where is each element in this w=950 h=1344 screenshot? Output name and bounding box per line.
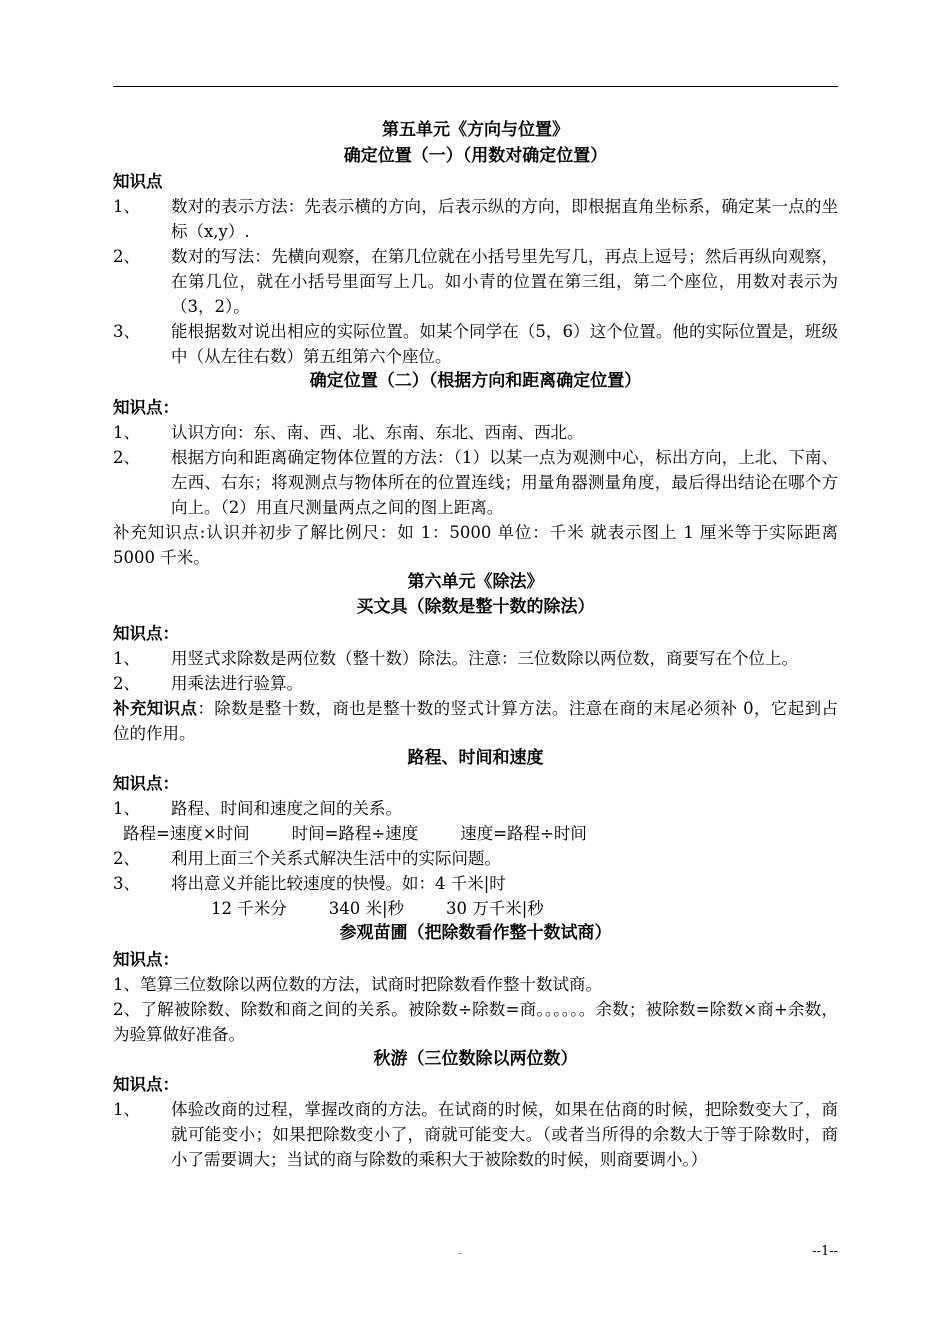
- page-number: --1--: [812, 1244, 838, 1259]
- item-number: 1、: [113, 799, 140, 818]
- list-item: [113, 871, 838, 896]
- paragraph: 2、了解被除数、除数和商之间的关系。被除数÷除数=商。。。。。。余数；被除数=除数×商+余数，为验算做好准备。: [113, 999, 838, 1044]
- list-item: [113, 846, 838, 871]
- item-number: 1、: [113, 1100, 140, 1119]
- list-item: [113, 194, 838, 244]
- speed-examples: 12 千米分 340 米|秒 30 万千米|秒: [211, 899, 544, 918]
- item-text: 数对的表示方法：先表示横的方向，后表示纵的方向，即根据直角坐标系，确定某一点的坐标（x,y）.: [171, 197, 838, 241]
- item-text: 用竖式求除数是两位数（整十数）除法。注意：三位数除以两位数，商要写在个位上。: [171, 648, 798, 668]
- item-number: 2、: [113, 247, 140, 266]
- formula-line: 路程=速度×时间 时间=路程÷速度 速度=路程÷时间: [123, 824, 587, 843]
- document-body: [113, 118, 838, 1172]
- item-number: 2、: [113, 849, 140, 868]
- unit5-title: 第五单元《方向与位置》: [382, 120, 569, 140]
- list-item: [113, 1097, 838, 1172]
- section-title: 路程、时间和速度: [407, 747, 544, 768]
- item-text: 根据方向和距离确定物体位置的方法：（1）以某一点为观测中心，标出方向，上北、下南、左西、右东；将观测点与物体所在的位置连线；用量角器测量角度，最后得出结论在哪个方向上。（2）用直尺测量两点之间的图上距离。: [171, 447, 838, 517]
- item-number: 3、: [113, 874, 140, 893]
- paragraph: 1、笔算三位数除以两位数的方法，试商时把除数看作整十数试商。: [113, 974, 602, 994]
- knowledge-label: 知识点：: [113, 397, 179, 417]
- section-title: 确定位置（二）（根据方向和距离确定位置）: [309, 371, 642, 391]
- header-rule: [113, 86, 838, 87]
- list-item: [113, 671, 838, 696]
- item-text: 认识方向：东、南、西、北、东南、东北、西南、西北。: [171, 422, 584, 442]
- knowledge-label: 知识点：: [113, 623, 179, 643]
- item-number: 1、: [113, 422, 140, 442]
- item-number: 2、: [113, 673, 140, 693]
- item-number: 1、: [113, 648, 140, 668]
- item-text: 利用上面三个关系式解决生活中的实际问题。: [171, 849, 501, 868]
- supplement-paragraph: [113, 696, 838, 746]
- section-title: 参观苗圃（把除数看作整十数试商）: [339, 923, 612, 943]
- supplement-text: ：除数是整十数，商也是整十数的竖式计算方法。注意在商的末尾必须补 0，它起到占位的作用。: [113, 698, 838, 743]
- item-text: 路程、时间和速度之间的关系。: [171, 799, 402, 818]
- list-item: [113, 796, 838, 821]
- section-title: 买文具（除数是整十数的除法）: [356, 597, 595, 617]
- item-text: 数对的写法：先横向观察，在第几位就在小括号里先写几，再点上逗号；然后再纵向观察，在第几位，就在小括号里面写上几。如小青的位置在第三组，第二个座位，用数对表示为（3，2）。: [171, 247, 838, 316]
- section-title: 确定位置（一）（用数对确定位置）: [343, 145, 608, 166]
- item-text: 将出意义并能比较速度的快慢。如：4 千米|时: [171, 874, 506, 893]
- list-item: [113, 445, 838, 520]
- list-item: [113, 420, 838, 445]
- supplement-label: 补充知识点: [113, 698, 198, 718]
- knowledge-label: 知识点：: [113, 949, 179, 969]
- item-text: 用乘法进行验算。: [171, 673, 303, 693]
- unit6-title: 第六单元《除法》: [407, 571, 544, 592]
- knowledge-label: 知识点：: [113, 1075, 179, 1094]
- list-item: [113, 319, 838, 369]
- knowledge-label: 知识点：: [113, 774, 179, 793]
- item-text: 体验改商的过程，掌握改商的方法。在试商的时候，如果在估商的时候，把除数变大了，商就可能变小；如果把除数变小了，商就可能变大。（或者当所得的余数大于等于除数时，商小了需要调大；当试的商与除数的乘积大于被除数的时候，则商要调小。）: [171, 1100, 838, 1169]
- item-number: 3、: [113, 322, 140, 341]
- item-text: 能根据数对说出相应的实际位置。如某个同学在（5，6）这个位置。他的实际位置是，班级中（从左往右数）第五组第六个座位。: [171, 322, 838, 366]
- knowledge-label: 知识点: [113, 172, 163, 191]
- item-number: 1、: [113, 197, 140, 216]
- list-item: [113, 244, 838, 319]
- item-number: 2、: [113, 447, 140, 467]
- section-title: 秋游（三位数除以两位数）: [373, 1048, 578, 1069]
- list-item: [113, 646, 838, 671]
- footer-mark: -: [458, 1246, 463, 1260]
- supplement-paragraph: 补充知识点:认识并初步了解比例尺：如 1：5000 单位：千米 就表示图上 1 厘米等于实际距离 5000 千米。: [113, 522, 838, 567]
